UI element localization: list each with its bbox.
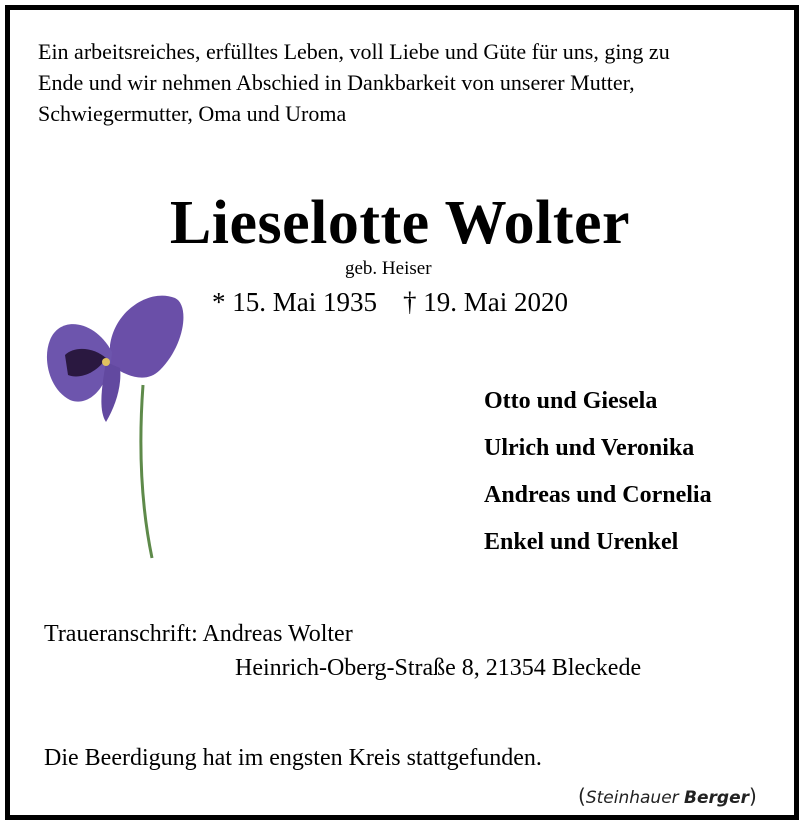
address-name: Andreas Wolter	[202, 621, 353, 647]
intro-line-1: Ein arbeitsreiches, erfülltes Leben, voll Liebe und Güte für uns, ging zu	[38, 39, 670, 64]
intro-line-3: Schwiegermutter, Oma und Uroma	[38, 101, 347, 126]
mourner-2: Ulrich und Veronika	[484, 435, 695, 461]
funeral-note: Die Beerdigung hat im engsten Kreis stattgefunden.	[44, 745, 542, 771]
maiden-name: geb. Heiser	[345, 258, 432, 279]
signature-word-1: Steinhauer	[585, 788, 679, 808]
address-label: Traueranschrift:	[44, 621, 198, 647]
intro-text	[38, 36, 738, 129]
mourner-4: Enkel und Urenkel	[484, 529, 679, 555]
violet-flower-image	[40, 290, 190, 560]
address-line-1	[44, 617, 641, 651]
address-street: Heinrich-Oberg-Straße 8, 21354 Bleckede	[235, 655, 642, 681]
intro-line-2: Ende und wir nehmen Abschied in Dankbarkeit von unserer Mutter,	[38, 70, 635, 95]
flower-stem	[141, 385, 152, 558]
signature-word-2: Berger	[684, 788, 750, 808]
upper-petal	[110, 296, 183, 378]
mourner-1: Otto und Giesela	[484, 388, 658, 414]
deceased-name: Lieselotte Wolter	[169, 189, 631, 257]
mourners-list	[484, 382, 712, 570]
mourner-3: Andreas und Cornelia	[484, 482, 712, 508]
flower-eye	[102, 358, 110, 366]
mourning-address	[44, 617, 641, 685]
birth-date: * 15. Mai 1935	[212, 287, 377, 317]
death-date: † 19. Mai 2020	[403, 287, 568, 317]
undertaker-signature: (Steinhauer Berger)	[578, 784, 757, 808]
life-dates	[212, 287, 568, 318]
